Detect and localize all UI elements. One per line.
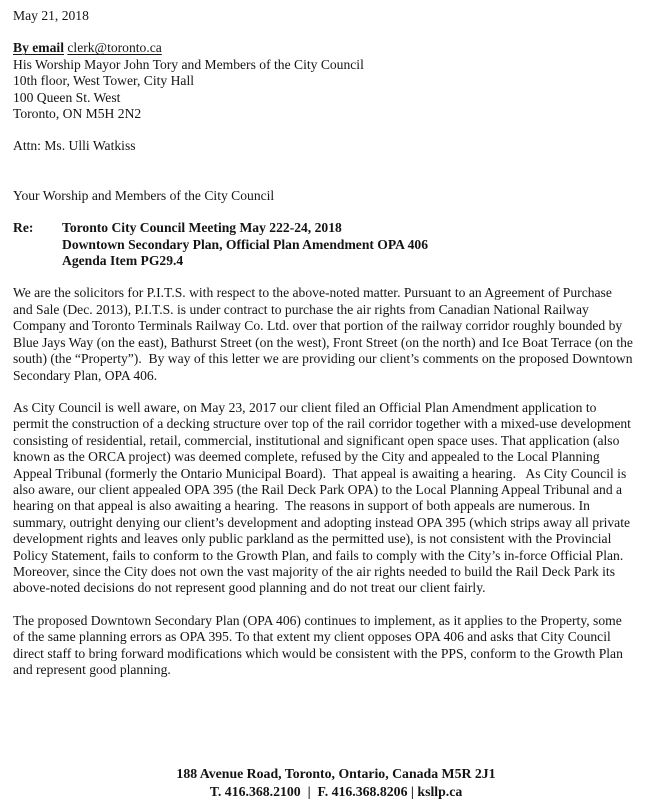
attention-line: Attn: Ms. Ulli Watkiss bbox=[13, 138, 136, 154]
recipient-address-block bbox=[13, 40, 634, 122]
re-subject-line: Agenda Item PG29.4 bbox=[62, 253, 184, 269]
re-subject-line: Downtown Secondary Plan, Official Plan Amendment OPA 406 bbox=[62, 236, 429, 252]
recipient-line: 10th floor, West Tower, City Hall bbox=[13, 73, 194, 89]
footer-address-line: 188 Avenue Road, Toronto, Ontario, Canada M5R 2J1 bbox=[176, 766, 496, 781]
footer-contact-line: T. 416.368.2100 | F. 416.368.8206 | ksllp.ca bbox=[209, 784, 463, 799]
letter-date: May 21, 2018 bbox=[13, 8, 89, 23]
recipient-line: His Worship Mayor John Tory and Members of the City Council bbox=[13, 56, 364, 72]
email-link[interactable]: clerk@toronto.ca bbox=[67, 40, 162, 56]
re-label: Re: bbox=[13, 220, 34, 236]
salutation-line: Your Worship and Members of the City Council bbox=[13, 187, 275, 203]
delivery-method-line bbox=[13, 40, 634, 56]
body-paragraph-2: As City Council is well aware, on May 23, 2017 our client filed an Official Plan Amendment application to permit the construction of a decking structure over top of the rail corridor together with a mixed-use development consisting of residential, retail, commercial, institutional and significant open space uses. That application (also known as the ORCA project) was deemed complete, refused by the City and appealed to the Local Planning Appeal Tribunal (formerly the Ontario Municipal Board). That appeal is awaiting a hearing. As City Council is also aware, our client appealed OPA 395 (the Rail Deck Park OPA) to the Local Planning Appeal Tribunal and a hearing on that appeal is also awaiting a hearing. The reasons in support of both appeals are numerous. In summary, outright denying our client’s development and adopting instead OPA 395 (which strips away all private development rights and leaves only public parkland as the permitted use), is not consistent with the Provincial Policy Statement, fails to conform to the Growth Plan, and fails to comply with the City’s in-force Official Plan. Moreover, since the City does not own the vast majority of the air rights needed to build the Rail Deck Park its above-noted decisions do not represent good planning and do not treat our client fairly. bbox=[13, 399, 635, 596]
delivery-method-label: By email bbox=[13, 40, 64, 56]
body-paragraph-1: We are the solicitors for P.I.T.S. with respect to the above-noted matter. Pursuant to an Agreement of Purchase and Sale (Dec. 2013), P.I.T.S. is under contract to purchase the air rights from Canadian National Railway Company and Toronto Terminals Railway Co. Ltd. over that portion of the railway corridor roughly bounded by Blue Jays Way (on the east), Bathurst Street (on the west), Front Street (on the north) and Ice Boat Terrace (on the south) (the “Property”). By way of this letter we are providing our client’s comments on the proposed Downtown Secondary Plan, OPA 406. bbox=[13, 285, 637, 383]
body-paragraph-3: The proposed Downtown Secondary Plan (OPA 406) continues to implement, as it applies to the Property, some of the same planning errors as OPA 395. To that extent my client opposes OPA 406 and asks that City Council direct staff to bring forward modifications which would be consistent with the PPS, conform to the Growth Plan and represent good planning. bbox=[13, 612, 627, 677]
re-subject-line: Toronto City Council Meeting May 222-24, 2018 bbox=[62, 220, 342, 236]
re-subject-lines bbox=[62, 220, 634, 269]
recipient-line: Toronto, ON M5H 2N2 bbox=[13, 106, 142, 122]
letterhead-footer bbox=[0, 765, 672, 801]
recipient-line: 100 Queen St. West bbox=[13, 89, 121, 105]
re-subject-block bbox=[13, 220, 634, 269]
